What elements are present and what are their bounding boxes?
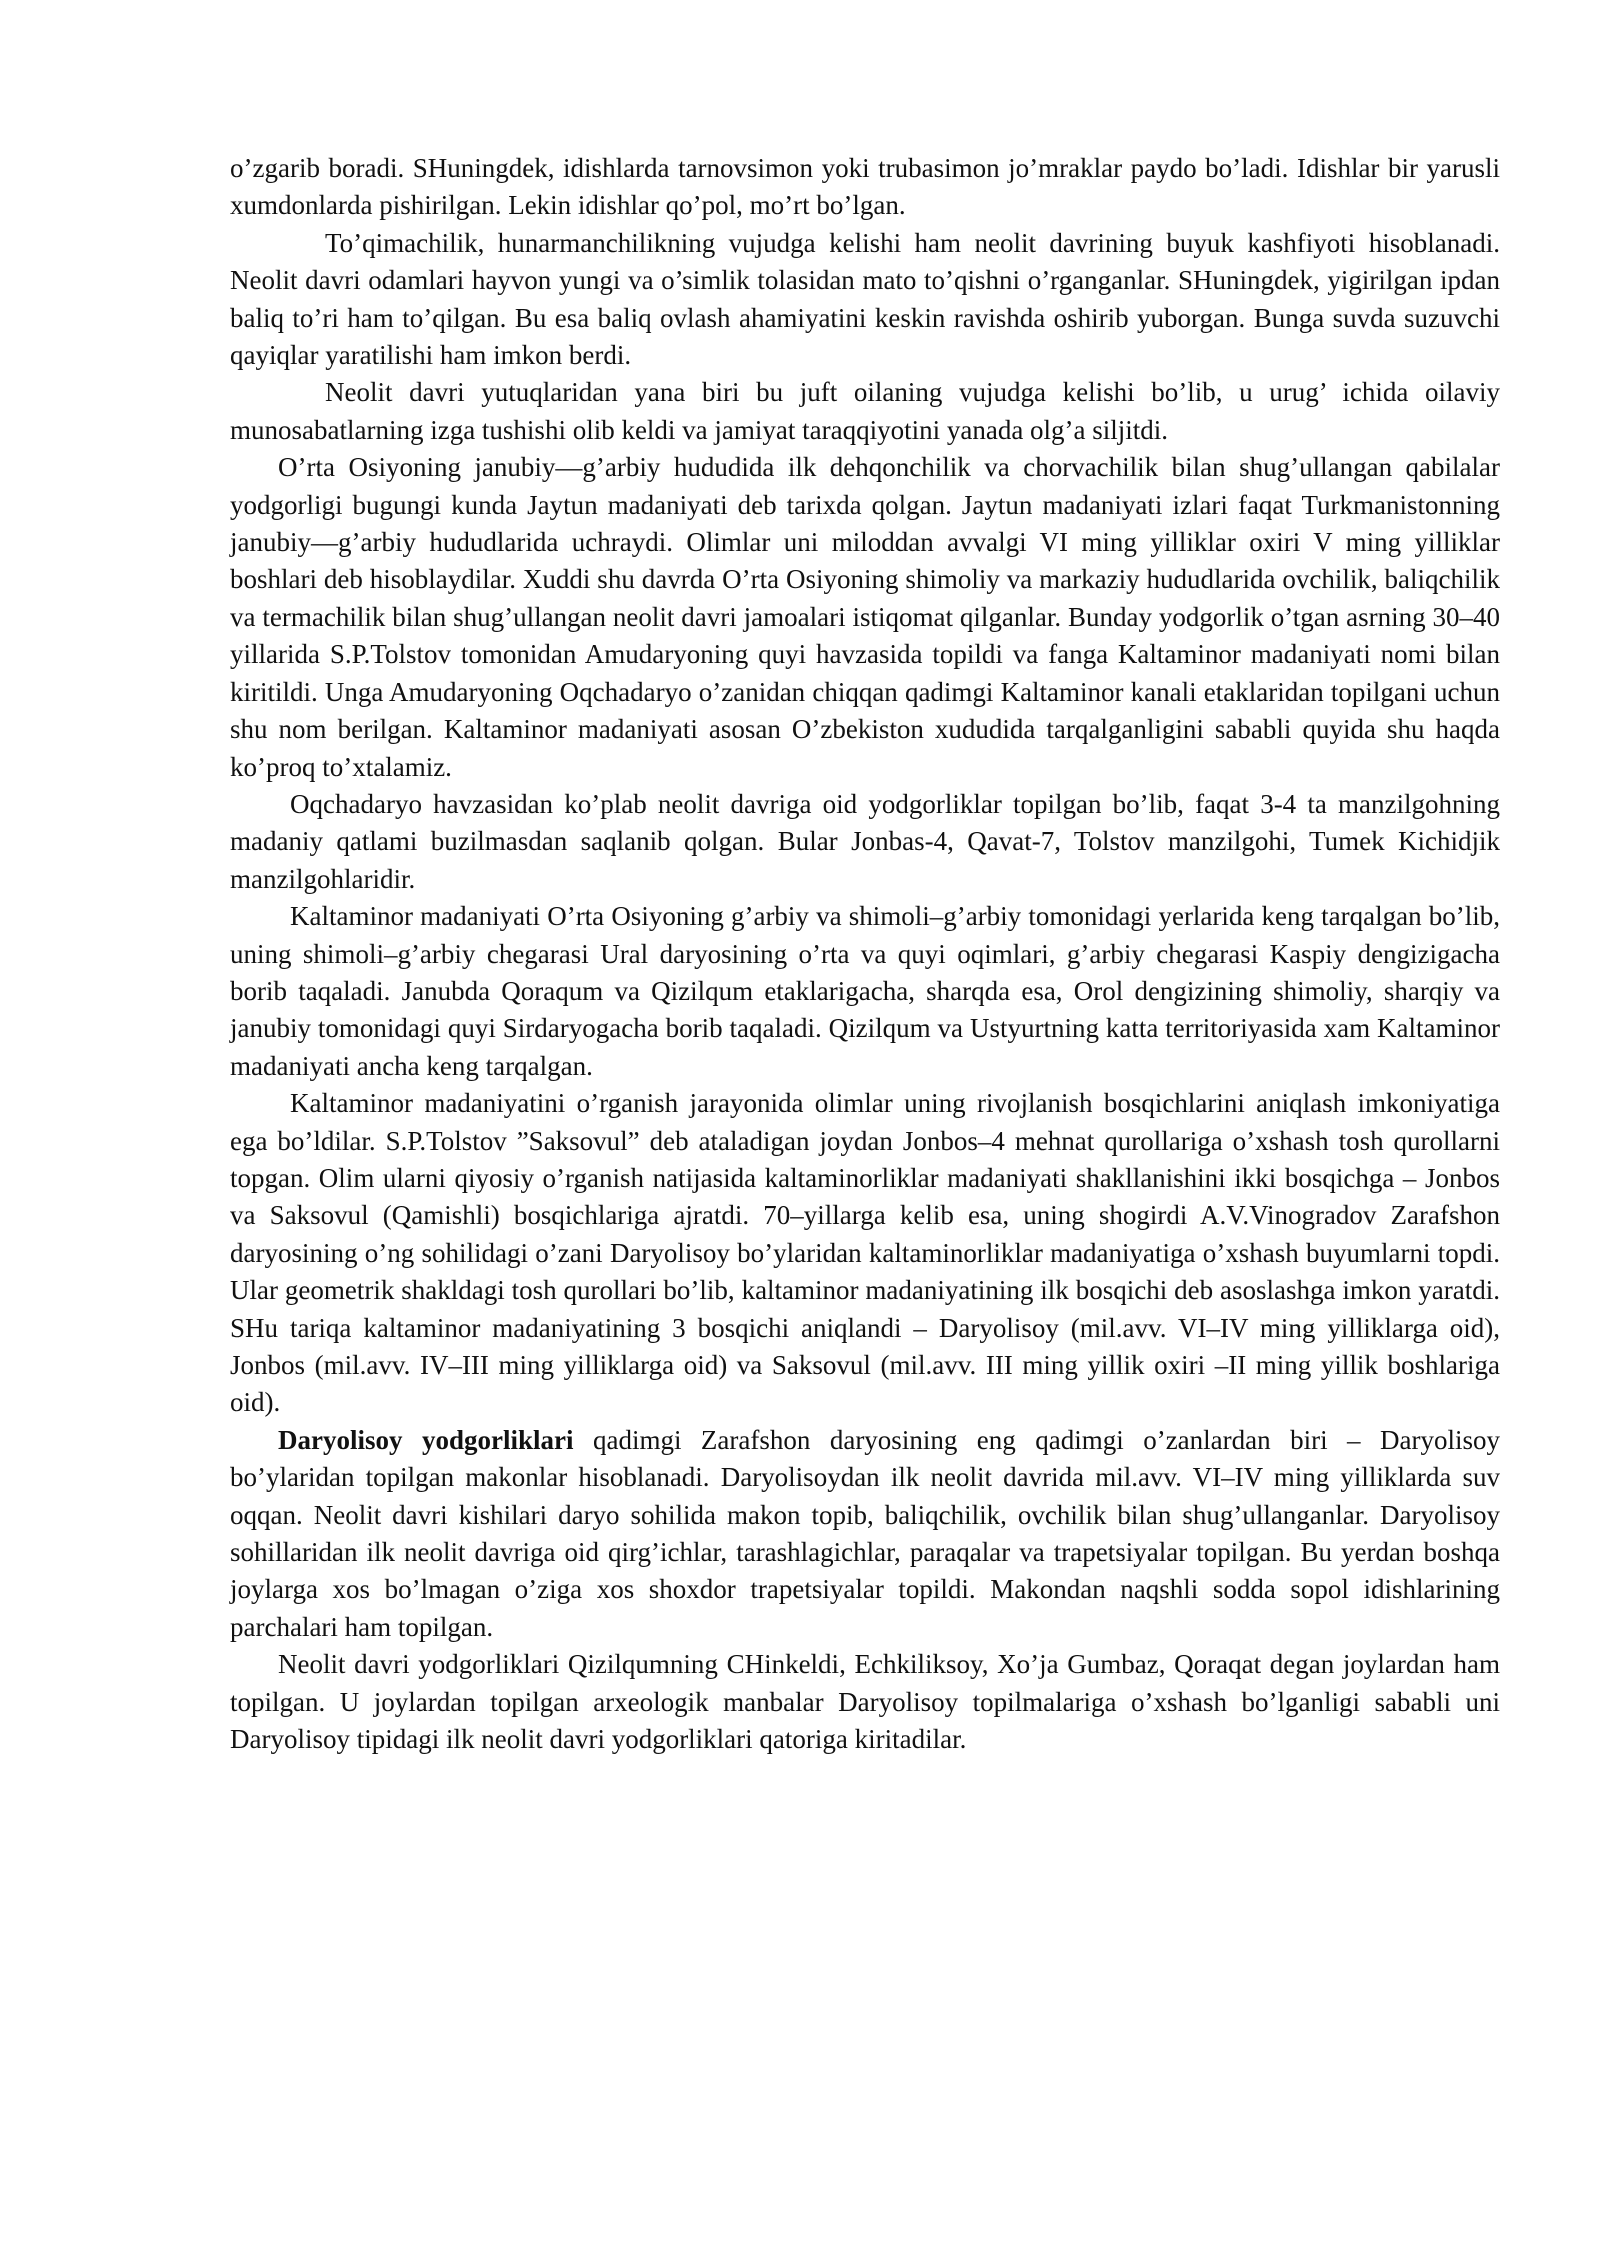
paragraph-1: o’zgarib boradi. SHuningdek, idishlarda tarnovsimon yoki trubasimon jo’mraklar paydo bo’ladi. Idishlar bir yarusli xumdonlarda pishirilgan. Lekin idishlar qo’pol, mo’rt bo’lgan. [230, 153, 1500, 221]
paragraph-2: To’qimachilik, hunarmanchilikning vujudga kelishi ham neolit davrining buyuk kashfiyoti hisoblanadi. Neolit davri odamlari hayvon yungi va o’simlik tolasidan mato to’qishni o’rganganlar. SHuningdek, yigirilgan ipdan baliq to’ri ham to’qilgan. Bu esa baliq ovlash ahamiyatini keskin ravishda oshirib yuborgan. Bunga suvda suzuvchi qayiqlar yaratilishi ham imkon berdi. [230, 227, 1500, 371]
paragraph-5: Oqchadaryo havzasidan ko’plab neolit davriga oid yodgorliklar topilgan bo’lib, faqat 3-4 ta manzilgohning madaniy qatlami buzilmasdan saqlanib qolgan. Bular Jonbas-4, Qavat-7, Tolstov manzilgohi, Tumek Kichidjik manzilgohlaridir. [230, 788, 1500, 894]
paragraph-9: Neolit davri yodgorliklari Qizilqumning CHinkeldi, Echkiliksoy, Xo’ja Gumbaz, Qoraqat degan joylardan ham topilgan. U joylardan topilgan arxeologik manbalar Daryolisoy topilmalariga o’xshash bo’lganligi sababli uni Daryolisoy tipidagi ilk neolit davri yodgorliklari qatoriga kiritadilar. [230, 1649, 1500, 1755]
paragraph-8 [230, 1422, 1500, 1646]
paragraph-8-heading: Daryolisoy yodgorliklari [278, 1424, 574, 1455]
paragraph-8-body: qadimgi Zarafshon daryosining eng qadimgi o’zanlardan biri – Daryolisoy bo’ylaridan topilgan makonlar hisoblanadi. Daryolisoydan ilk neolit davrida mil.avv. VI–IV ming yilliklarda suv oqqan. Neolit davri kishilari daryo sohilida makon topib, baliqchilik, ovchilik bilan shug’ullanganlar. Daryolisoy sohillaridan ilk neolit davriga oid qirg’ichlar, tarashlagichlar, paraqalar va trapetsiyalar topilgan. Bu yerdan boshqa joylarga xos bo’lmagan o’ziga xos shoxdor trapetsiyalar topildi. Makondan naqshli sodda sopol idishlarining parchalari ham topilgan. [230, 1424, 1501, 1642]
paragraph-4: O’rta Osiyoning janubiy—g’arbiy hududida ilk dehqonchilik va chorvachilik bilan shug’ullangan qabilalar yodgorligi bugungi kunda Jaytun madaniyati deb tarixda qolgan. Jaytun madaniyati izlari faqat Turkmanistonning janubiy—g’arbiy hududlarida uchraydi. Olimlar uni miloddan avvalgi VI ming yilliklar oxiri V ming yilliklar boshlari deb hisoblaydilar. Xuddi shu davrda O’rta Osiyoning shimoliy va markaziy hududlarida ovchilik, baliqchilik va termachilik bilan shug’ullangan neolit davri jamoalari istiqomat qilganlar. Bunday yodgorlik o’tgan asrning 30–40 yillarida S.P.Tolstov tomonidan Amudaryoning quyi havzasida topildi va fanga Kaltaminor madaniyati nomi bilan kiritildi. Unga Amudaryoning Oqchadaryo o’zanidan chiqqan qadimgi Kaltaminor kanali etaklaridan topilgani uchun shu nom berilgan. Kaltaminor madaniyati asosan O’zbekiston xududida tarqalganligini sababli quyida shu haqda ko’proq to’xtalamiz. [230, 452, 1500, 782]
paragraph-6: Kaltaminor madaniyati O’rta Osiyoning g’arbiy va shimoli–g’arbiy tomonidagi yerlarida keng tarqalgan bo’lib, uning shimoli–g’arbiy chegarasi Ural daryosining o’rta va quyi oqimlari, g’arbiy chegarasi Kaspiy dengizigacha borib taqaladi. Janubda Qoraqum va Qizilqum etaklarigacha, sharqda esa, Orol dengizining shimoliy, sharqiy va janubiy tomonidagi quyi Sirdaryogacha borib taqaladi. Qizilqum va Ustyurtning katta territoriyasida xam Kaltaminor madaniyati ancha keng tarqalgan. [230, 901, 1500, 1081]
paragraph-3: Neolit davri yutuqlaridan yana biri bu juft oilaning vujudga kelishi bo’lib, u urug’ ichida oilaviy munosabatlarning izga tushishi olib keldi va jamiyat taraqqiyotini yanada olg’a siljitdi. [230, 377, 1500, 445]
paragraph-7: Kaltaminor madaniyatini o’rganish jarayonida olimlar uning rivojlanish bosqichlarini aniqlash imkoniyatiga ega bo’ldilar. S.P.Tolstov ”Saksovul” deb ataladigan joydan Jonbos–4 mehnat qurollariga o’xshash tosh qurollarni topgan. Olim ularni qiyosiy o’rganish natijasida kaltaminorliklar madaniyati shakllanishini ikki bosqichga – Jonbos va Saksovul (Qamishli) bosqichlariga ajratdi. 70–yillarga kelib esa, uning shogirdi A.V.Vinogradov Zarafshon daryosining o’ng sohilidagi o’zani Daryolisoy bo’ylaridan kaltaminorliklar madaniyatiga o’xshash buyumlarni topdi. Ular geometrik shakldagi tosh qurollari bo’lib, kaltaminor madaniyatining ilk bosqichi deb asoslashga imkon yaratdi. SHu tariqa kaltaminor madaniyatining 3 bosqichi aniqlandi – Daryolisoy (mil.avv. VI–IV ming yilliklarga oid), Jonbos (mil.avv. IV–III ming yilliklarga oid) va Saksovul (mil.avv. III ming yillik oxiri –II ming yillik boshlariga oid). [230, 1088, 1500, 1418]
document-page [230, 150, 1500, 1758]
